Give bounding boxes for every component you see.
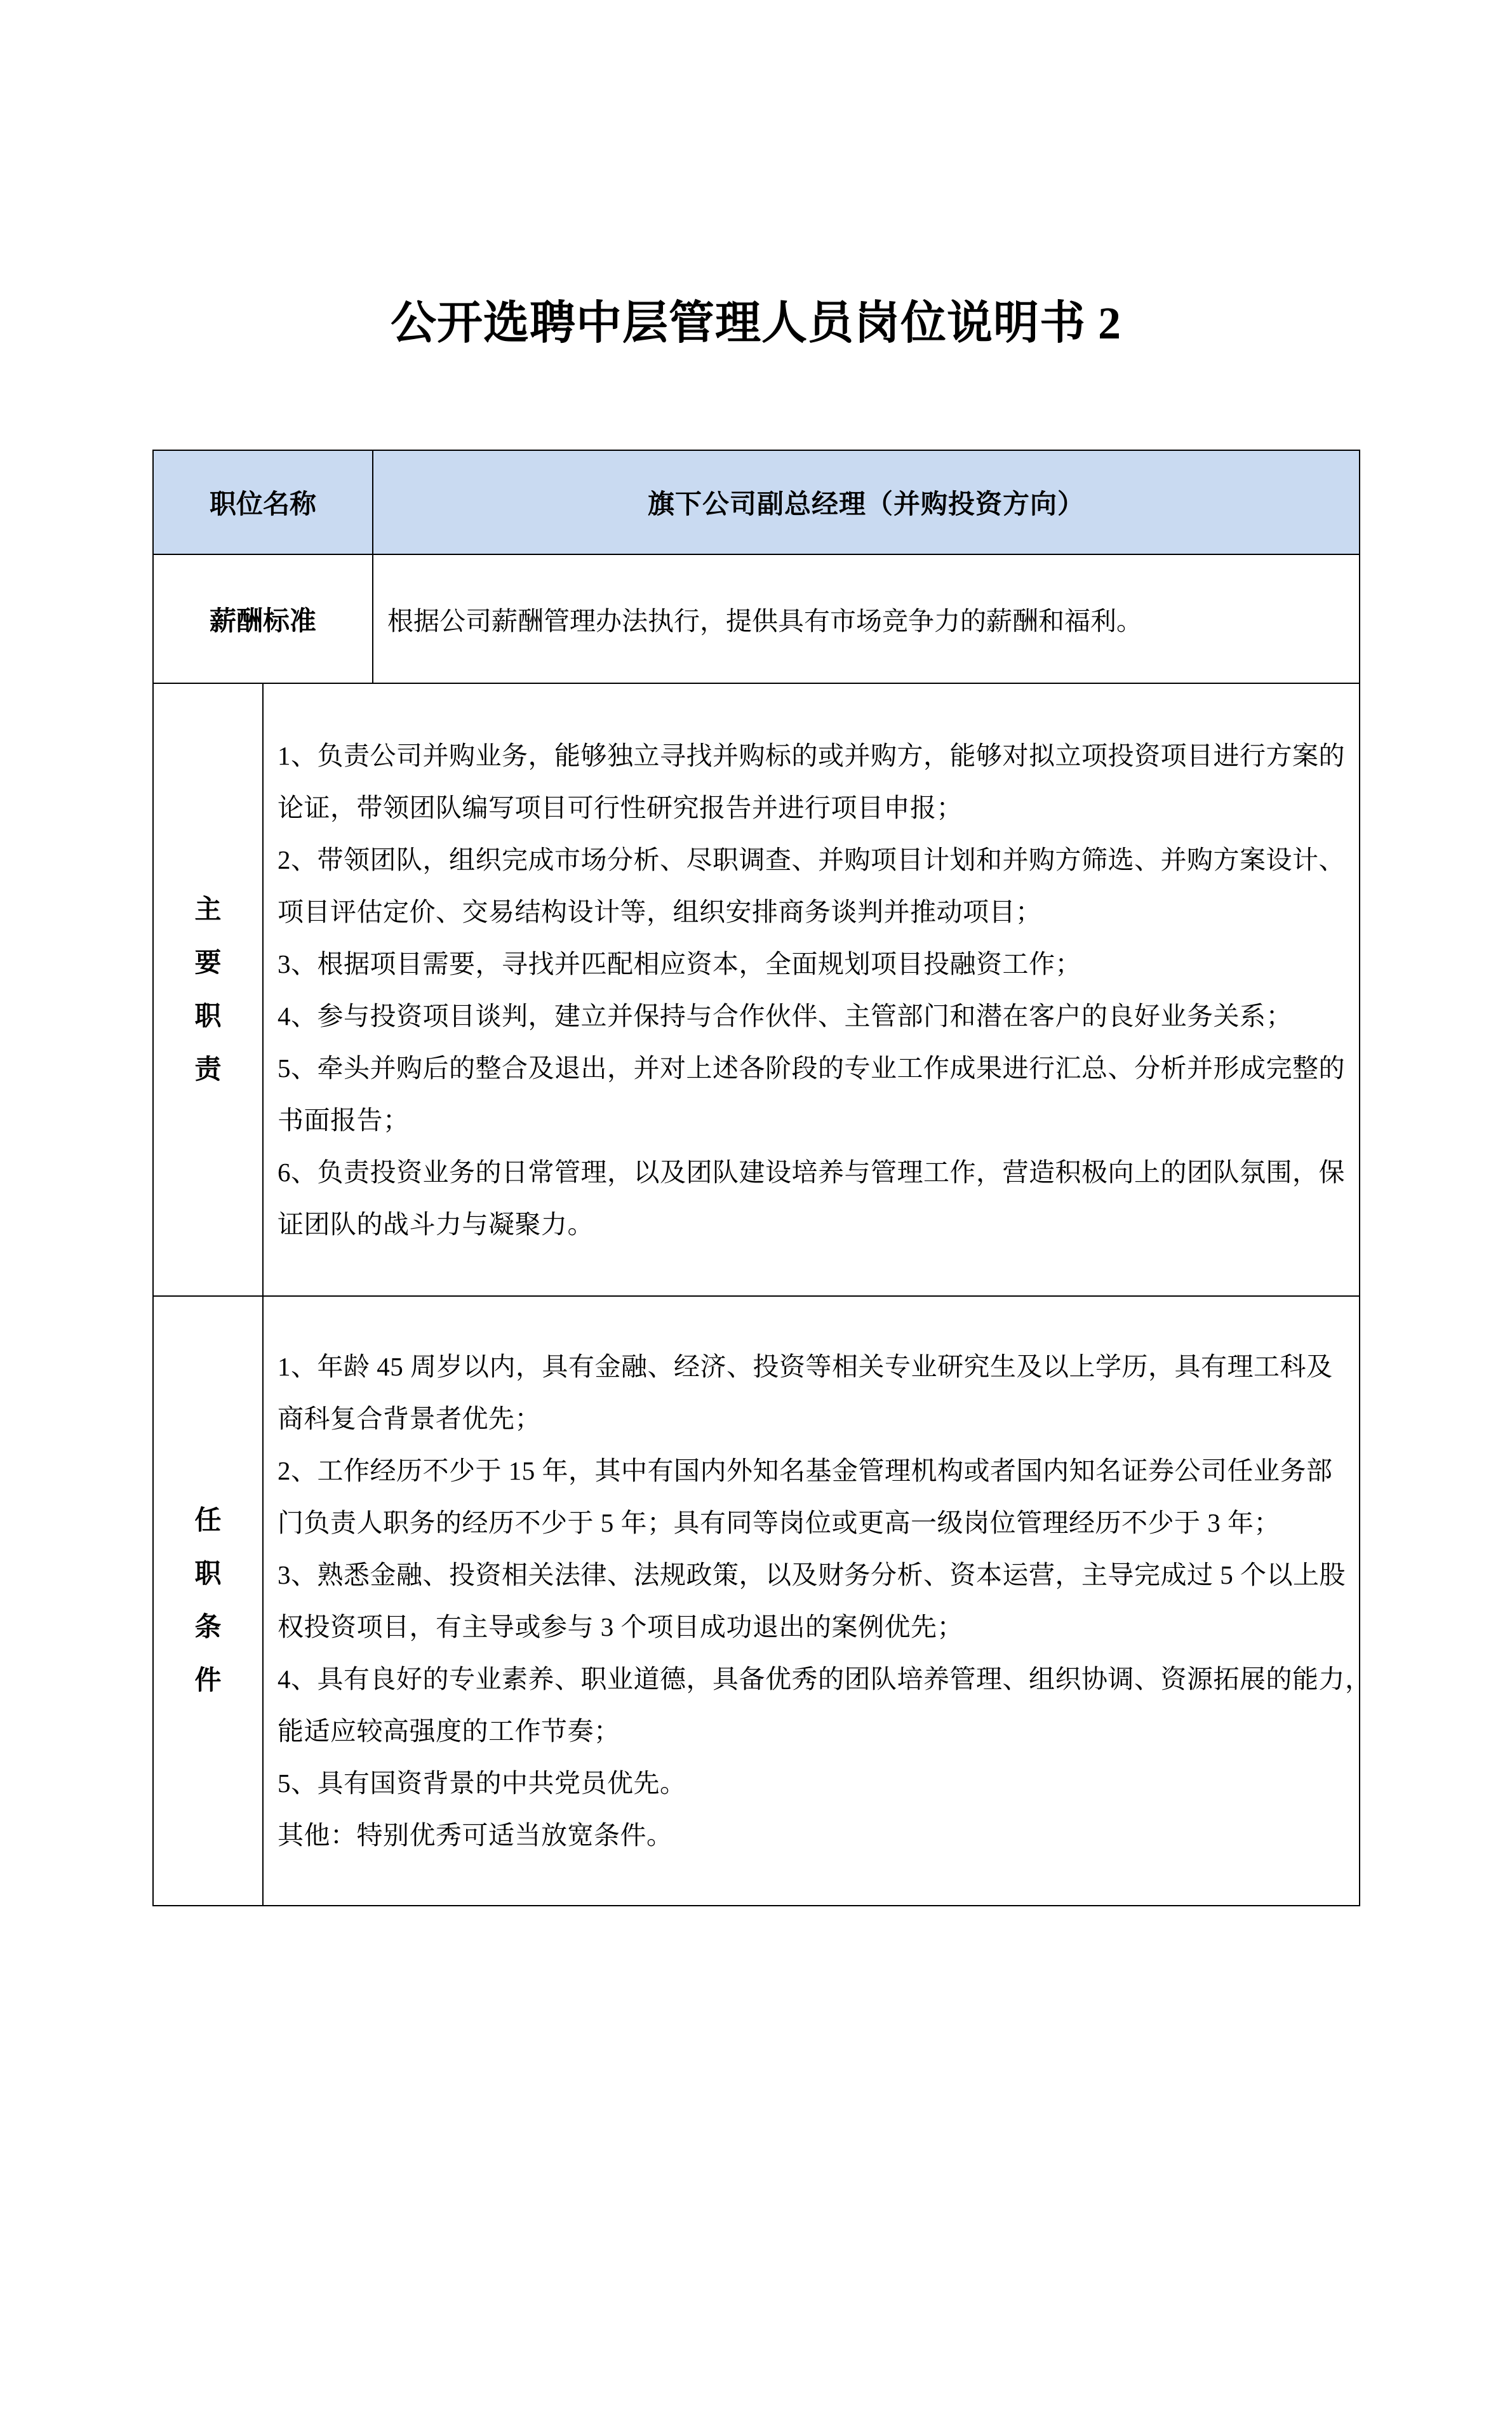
table-row-main-duties [153,683,1360,1296]
main-duties-text-line: 书面报告； [278,1105,410,1135]
main-duties-text-line: 5、牵头并购后的整合及退出，并对上述各阶段的专业工作成果进行汇总、分析并形成完整的 [278,1053,1345,1083]
main-duties-label-char: 职 [194,1001,222,1031]
qualifications-label [153,1296,263,1906]
qualifications-text-line: 5、具有国资背景的中共党员优先。 [278,1769,686,1798]
qualifications-text-line: 其他：特别优秀可适当放宽条件。 [278,1821,673,1850]
qualifications-label-char: 条 [194,1613,222,1642]
qualifications-text-line: 1、年龄 45 周岁以内，具有金融、经济、投资等相关专业研究生及以上学历，具有理工科及 [278,1352,1333,1381]
qualifications-text-line: 4、具有良好的专业素养、职业道德，具备优秀的团队培养管理、组织协调、资源拓展的能力， [278,1664,1372,1694]
main-duties-label [153,683,263,1296]
salary-standard-value: 根据公司薪酬管理办法执行，提供具有市场竞争力的薪酬和福利。 [373,554,1360,683]
main-duties-text-line: 3、根据项目需要，寻找并匹配相应资本，全面规划项目投融资工作； [278,949,1081,979]
job-description-table [152,450,1372,1906]
table-row-qualifications [153,1296,1360,1906]
main-duties-label-char: 要 [194,948,222,978]
qualifications-value [263,1296,1372,1906]
qualifications-text-line: 商科复合背景者优先； [278,1404,541,1433]
page-title: 公开选聘中层管理人员岗位说明书 2 [390,298,1121,349]
main-duties-value [263,683,1360,1296]
main-duties-text-line: 项目评估定价、交易结构设计等，组织安排商务谈判并推动项目； [278,897,1042,926]
main-duties-label-char: 责 [194,1055,222,1085]
table-row-position [153,450,1360,554]
main-duties-label-char: 主 [194,895,222,925]
main-duties-text-line: 2、带领团队，组织完成市场分析、尽职调查、并购项目计划和并购方筛选、并购方案设计、 [278,845,1345,874]
main-duties-text-line: 4、参与投资项目谈判，建立并保持与合作伙伴、主管部门和潜在客户的良好业务关系； [278,1001,1292,1031]
table-row-salary [153,554,1360,683]
position-name-label: 职位名称 [153,450,373,554]
qualifications-label-char: 职 [194,1560,222,1589]
qualifications-text-line: 能适应较高强度的工作节奏； [278,1716,620,1746]
qualifications-text-line: 权投资项目，有主导或参与 3 个项目成功退出的案例优先； [278,1612,963,1642]
main-duties-text-line: 证团队的战斗力与凝聚力。 [278,1209,594,1239]
qualifications-text-line: 2、工作经历不少于 15 年，其中有国内外知名基金管理机构或者国内知名证券公司任业务部 [278,1456,1333,1485]
qualifications-label-char: 任 [194,1506,222,1535]
main-duties-text-line: 6、负责投资业务的日常管理，以及团队建设培养与管理工作，营造积极向上的团队氛围，保 [278,1157,1345,1187]
qualifications-label-char: 件 [194,1666,222,1695]
main-duties-text-line: 论证，带领团队编写项目可行性研究报告并进行项目申报； [278,792,963,822]
qualifications-text-line: 3、熟悉金融、投资相关法律、法规政策，以及财务分析、资本运营，主导完成过 5 个以上股 [278,1560,1346,1589]
qualifications-text-line: 门负责人职务的经历不少于 5 年；具有同等岗位或更高一级岗位管理经历不少于 3 年； [278,1508,1280,1537]
main-duties-text-line: 1、负责公司并购业务，能够独立寻找并购标的或并购方，能够对拟立项投资项目进行方案的 [278,740,1345,770]
document-page [0,296,1512,1906]
position-name-value: 旗下公司副总经理（并购投资方向） [373,450,1360,554]
salary-standard-label: 薪酬标准 [153,554,373,683]
